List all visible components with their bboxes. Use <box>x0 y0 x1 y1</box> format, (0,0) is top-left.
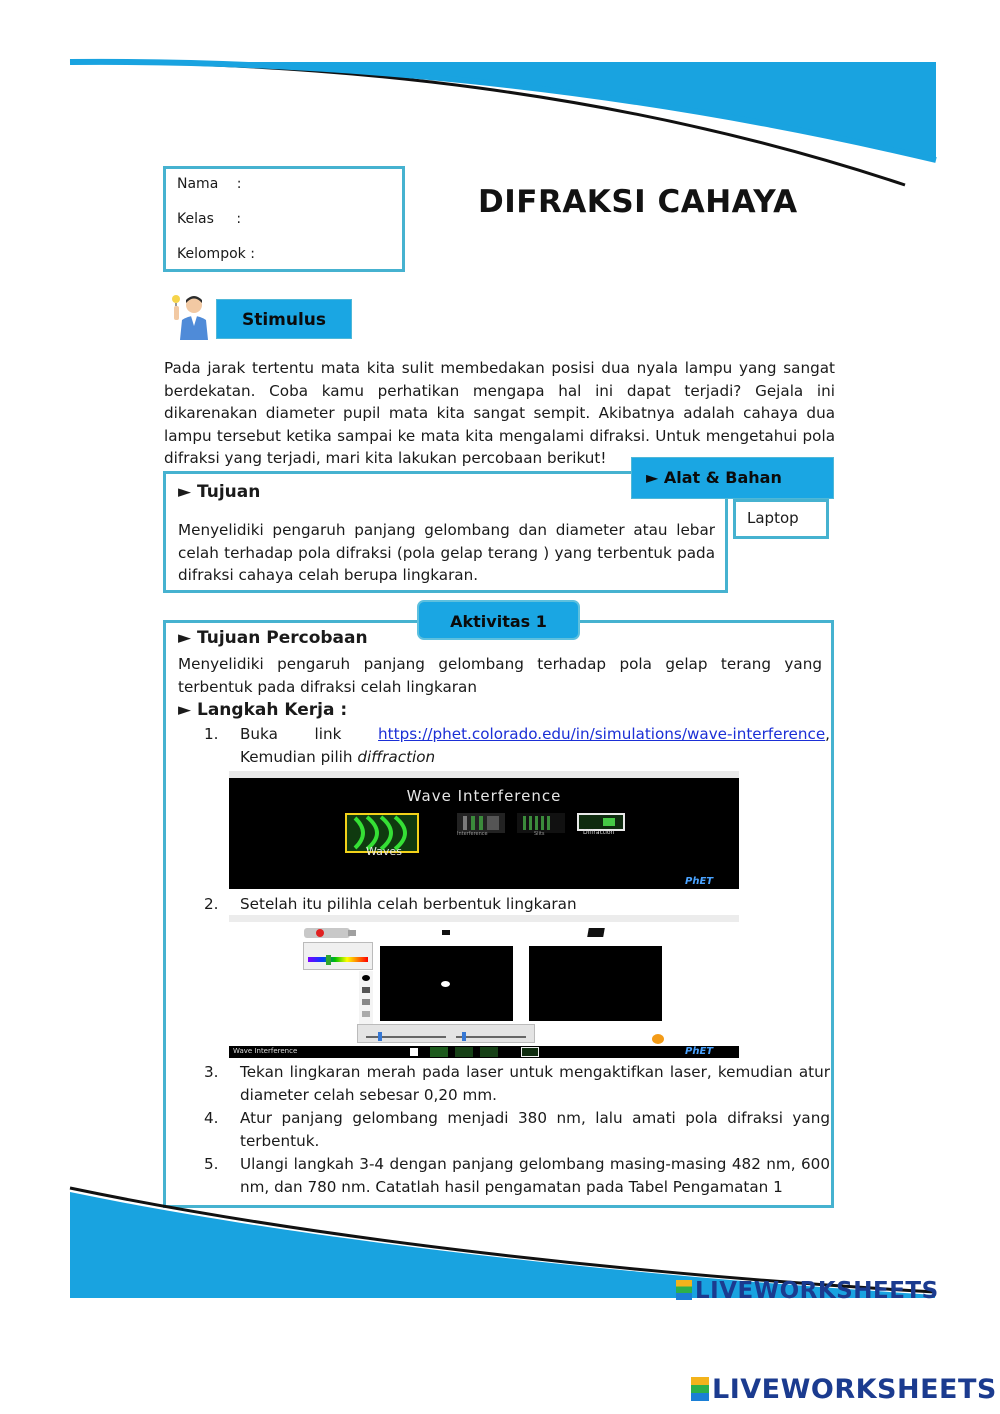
screenshot-diffraction-sim <box>229 915 739 1058</box>
nav-thumb-3[interactable] <box>480 1047 498 1057</box>
aktivitas-tab <box>417 600 580 640</box>
diameter-slider-panel <box>357 1024 535 1043</box>
grid-aperture-button[interactable] <box>362 1011 370 1017</box>
name-row <box>177 176 241 192</box>
alat-bahan-box <box>733 499 829 539</box>
identity-box <box>163 166 405 272</box>
class-label: Kelas <box>177 211 214 227</box>
browser-chrome <box>229 771 739 778</box>
alat-bahan-tab <box>631 457 834 499</box>
step-4-text: Atur panjang gelombang menjadi 380 nm, lalu amati pola difraksi yang terbentuk. <box>240 1109 830 1150</box>
step-1-text <box>240 723 830 768</box>
phet-link[interactable]: https://phet.colorado.edu/in/simulations/wave-interference <box>378 725 826 743</box>
class-row <box>177 211 241 227</box>
aperture-marker <box>442 930 450 935</box>
aktivitas-box <box>163 620 834 1208</box>
page-title: DIFRAKSI CAHAYA <box>478 184 798 220</box>
ss2-footer-title: Wave Interference <box>233 1047 298 1055</box>
nav-thumb-2[interactable] <box>455 1047 473 1057</box>
student-idea-icon <box>170 292 214 340</box>
slits-thumbnail-icon <box>517 813 565 833</box>
alat-bahan-tab-label: ► Alat & Bahan <box>646 468 782 487</box>
step-2-text: Setelah itu pilihla celah berbentuk lingkaran <box>240 895 577 913</box>
home-icon[interactable] <box>410 1048 418 1056</box>
step-5-text: Ulangi langkah 3-4 dengan panjang gelombang masing-masing 482 nm, 600 nm, dan 780 nm. Catatlah hasil pengamatan pada Tabel Pengamatan 1 <box>240 1155 830 1196</box>
wavelength-panel <box>303 942 373 970</box>
aperture-shape-tools <box>359 971 373 1031</box>
step-3-text: Tekan lingkaran merah pada laser untuk mengaktifkan laser, kemudian atur diameter celah sebesar 0,20 mm. <box>240 1063 830 1104</box>
square-aperture-button[interactable] <box>362 987 370 993</box>
nav-thumb-1[interactable] <box>430 1047 448 1057</box>
eccentricity-slider-track[interactable] <box>456 1036 526 1038</box>
eccentricity-slider-thumb[interactable] <box>462 1032 466 1041</box>
name-label: Nama <box>177 176 219 192</box>
ss1-phet-logo: PhET <box>685 876 714 887</box>
step-3-number: 3. <box>204 1063 219 1081</box>
screenshot-wave-interference-menu <box>229 771 739 889</box>
liveworksheets-logo-inner <box>676 1278 939 1304</box>
waves-label[interactable]: Waves <box>366 845 402 858</box>
tujuan-heading: ► Tujuan <box>178 482 261 502</box>
step-2-number: 2. <box>204 895 219 913</box>
group-row <box>177 246 255 262</box>
step-1-post: , Kemudian pilih <box>240 725 830 766</box>
wavelength-spectrum-slider[interactable] <box>308 955 368 965</box>
nav-thumb-4[interactable] <box>521 1047 539 1057</box>
pattern-view <box>529 946 662 1021</box>
stimulus-tab <box>216 299 352 339</box>
step-1-number: 1. <box>204 725 219 743</box>
pattern-marker <box>587 928 605 937</box>
step-4-number: 4. <box>204 1109 219 1127</box>
reset-icon[interactable] <box>652 1034 664 1044</box>
aperture-view <box>380 946 513 1021</box>
group-label: Kelompok : <box>177 246 255 262</box>
circle-aperture-button[interactable] <box>362 975 370 981</box>
diameter-slider-thumb[interactable] <box>378 1032 382 1041</box>
diffraction-label[interactable]: Diffraction <box>583 829 615 836</box>
slits-label[interactable]: Slits <box>534 831 545 837</box>
liveworksheets-logo-outer <box>691 1374 997 1405</box>
alat-bahan-item: Laptop <box>747 509 799 527</box>
liveworksheets-inner-text: LIVEWORKSHEETS <box>695 1278 939 1304</box>
langkah-kerja-heading: ► Langkah Kerja : <box>178 700 348 720</box>
step-1-italic: diffraction <box>357 747 436 766</box>
interference-label[interactable]: Interference <box>457 831 488 837</box>
top-swoosh-decoration <box>0 0 1000 200</box>
step-1-pre: Buka link <box>240 725 379 743</box>
laser-icon <box>304 926 356 940</box>
interference-thumbnail-icon <box>457 813 505 833</box>
liveworksheets-outer-text: LIVEWORKSHEETS <box>712 1374 997 1405</box>
circular-aperture <box>441 981 450 987</box>
ss1-title: Wave Interference <box>406 787 562 805</box>
aktivitas-tab-label: Aktivitas 1 <box>450 612 547 631</box>
live-cube-icon <box>676 1280 692 1300</box>
tujuan-percobaan-text: Menyelidiki pengaruh panjang gelombang terhadap pola gelap terang yang terbentuk pada difraksi celah lingkaran <box>178 655 822 696</box>
sim-navbar <box>229 1046 739 1058</box>
class-colon: : <box>236 211 242 227</box>
name-colon: : <box>236 176 242 192</box>
stimulus-tab-label: Stimulus <box>241 310 327 330</box>
live-cube-icon-outer <box>691 1377 709 1401</box>
stimulus-text: Pada jarak tertentu mata kita sulit membedakan posisi dua nyala lampu yang sangat berdekatan. Coba kamu perhatikan mengapa hal ini dapat terjadi? Gejala ini dikarenakan diameter pupil mata kita sangat sempit. Akibatnya adalah cahaya dua lampu tersebut ketika sampai ke mata kita mengalami difraksi. Untuk mengetahui pola difraksi yang terjadi, mari kita lakukan percobaan berikut! <box>164 359 835 467</box>
browser-chrome-2 <box>229 915 739 922</box>
step-5-number: 5. <box>204 1155 219 1173</box>
tujuan-percobaan-heading: ► Tujuan Percobaan <box>178 628 368 648</box>
dots-aperture-button[interactable] <box>362 999 370 1005</box>
ss2-phet-logo: PhET <box>685 1046 714 1057</box>
tujuan-text: Menyelidiki pengaruh panjang gelombang dan diameter atau lebar celah terhadap pola difraksi (pola gelap terang ) yang terbentuk pada difraksi cahaya celah berupa lingkaran. <box>178 521 715 584</box>
